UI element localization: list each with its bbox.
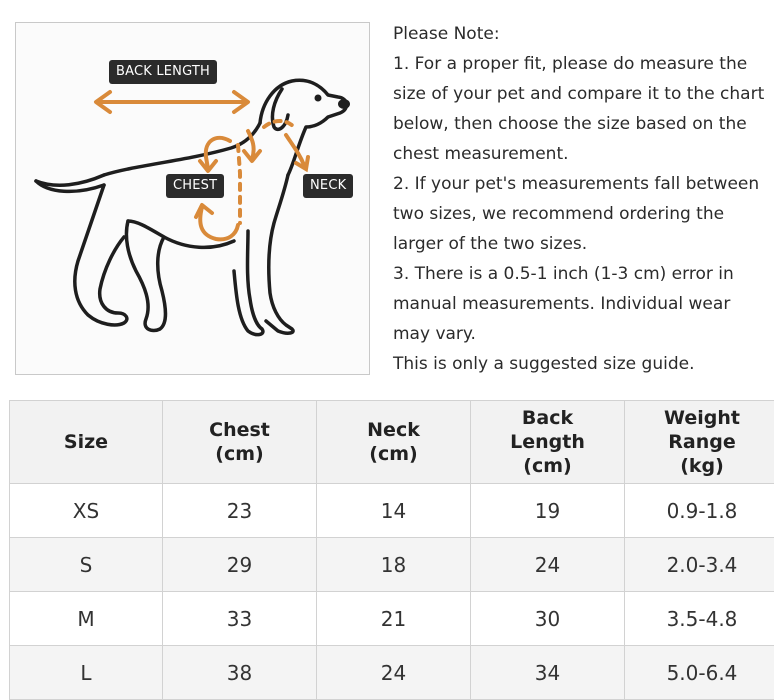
- cell-back-length: 24: [471, 538, 625, 592]
- chest-label: CHEST: [166, 174, 224, 198]
- neck-label: NECK: [303, 174, 353, 198]
- cell-neck: 18: [317, 538, 471, 592]
- cell-weight: 2.0-3.4: [625, 538, 774, 592]
- note-line: size of your pet and compare it to the chart: [393, 84, 765, 104]
- measurement-diagram: [15, 22, 370, 375]
- header-back-length: Back Length (cm): [471, 401, 625, 484]
- cell-neck: 14: [317, 484, 471, 538]
- back-length-label: BACK LENGTH: [109, 60, 217, 84]
- neck-measure-icon: [264, 121, 308, 169]
- note-line: below, then choose the size based on the: [393, 114, 747, 134]
- cell-size: L: [10, 646, 163, 700]
- size-chart-table: [9, 400, 774, 700]
- header-neck: Neck (cm): [317, 401, 471, 484]
- note-line: larger of the two sizes.: [393, 234, 588, 254]
- note-line: This is only a suggested size guide.: [393, 354, 695, 374]
- back-length-arrow-icon: [96, 92, 248, 112]
- note-line: 2. If your pet's measurements fall between: [393, 174, 760, 194]
- note-line: two sizes, we recommend ordering the: [393, 204, 725, 224]
- cell-back-length: 30: [471, 592, 625, 646]
- header-chest: Chest (cm): [163, 401, 317, 484]
- note-line: 1. For a proper fit, please do measure the: [393, 54, 748, 74]
- cell-weight: 5.0-6.4: [625, 646, 774, 700]
- cell-neck: 24: [317, 646, 471, 700]
- cell-chest: 33: [163, 592, 317, 646]
- note-line: 3. There is a 0.5-1 inch (1-3 cm) error in: [393, 264, 734, 284]
- cell-weight: 0.9-1.8: [625, 484, 774, 538]
- cell-back-length: 19: [471, 484, 625, 538]
- table-header-row: [10, 401, 774, 484]
- cell-chest: 23: [163, 484, 317, 538]
- note-line: manual measurements. Individual wear: [393, 294, 731, 314]
- header-size: Size: [10, 401, 163, 484]
- note-line: chest measurement.: [393, 144, 569, 164]
- cell-chest: 29: [163, 538, 317, 592]
- cell-weight: 3.5-4.8: [625, 592, 774, 646]
- size-notes: [393, 19, 773, 379]
- note-line: may vary.: [393, 324, 476, 344]
- cell-neck: 21: [317, 592, 471, 646]
- cell-size: XS: [10, 484, 163, 538]
- notes-heading: Please Note:: [393, 24, 500, 44]
- cell-back-length: 34: [471, 646, 625, 700]
- header-weight-range: Weight Range (kg): [625, 401, 774, 484]
- table-row: [10, 484, 774, 538]
- cell-chest: 38: [163, 646, 317, 700]
- table-row: [10, 646, 774, 700]
- table-row: [10, 592, 774, 646]
- cell-size: M: [10, 592, 163, 646]
- table-row: [10, 538, 774, 592]
- cell-size: S: [10, 538, 163, 592]
